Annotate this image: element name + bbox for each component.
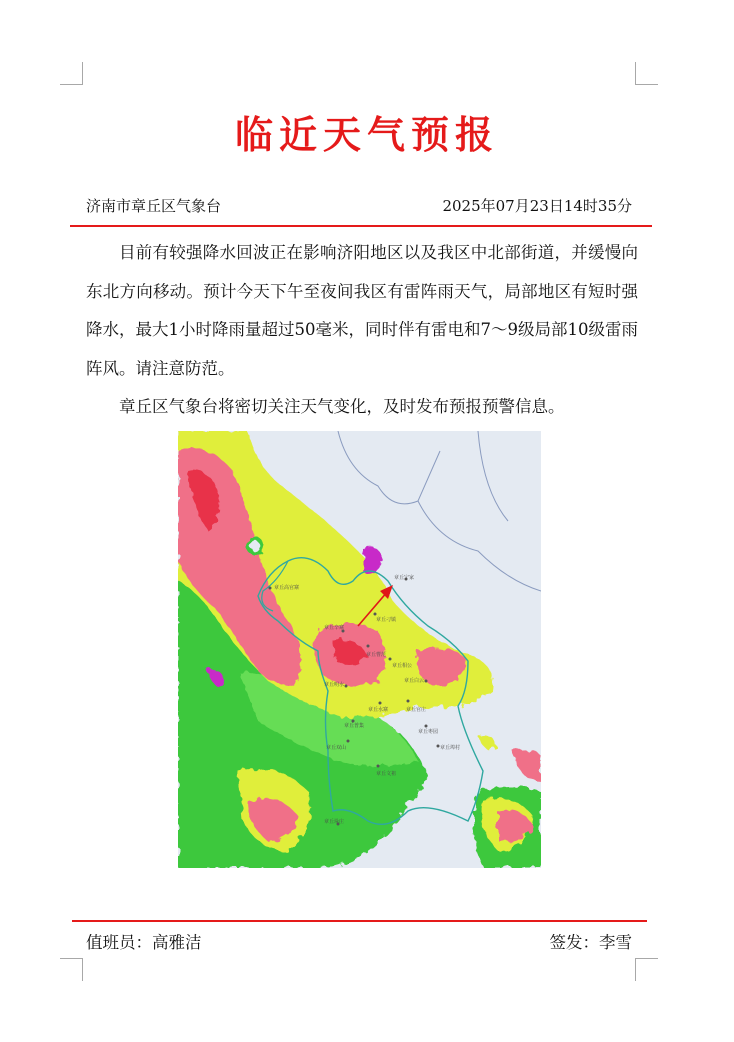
place-label: 章丘普集 — [344, 723, 365, 729]
place-label: 章丘相公 — [392, 663, 413, 669]
place-label: 章丘双山 — [326, 745, 347, 751]
footer — [86, 929, 632, 953]
place-label: 章丘高官寨 — [274, 585, 300, 591]
place-label: 章丘官庄 — [406, 707, 427, 713]
crop-mark-bottom-right — [635, 958, 658, 981]
issue-info — [86, 195, 632, 216]
place-label: 章丘文祖 — [376, 771, 397, 777]
place-label: 章丘垛庄 — [324, 819, 345, 825]
crop-mark-bottom-left — [60, 958, 83, 981]
place-label: 章丘曹范 — [366, 652, 387, 658]
signer: 签发：李雪 — [549, 933, 632, 952]
place-label: 章丘水寨 — [368, 707, 389, 713]
document-title: 临近天气预报 — [234, 112, 499, 157]
place-label: 章丘宁家 — [394, 575, 415, 581]
crop-mark-top-right — [635, 62, 658, 85]
forecast-paragraph-1: 目前有较强降水回波正在影响济阳地区以及我区中北部街道，并缓慢向东北方向移动。预计今天下午至夜间我区有雷阵雨天气，局部地区有短时强降水，最大1小时降雨量超过50毫米，同时伴有雷电和7～9级局部10级雷雨阵风。请注意防范。 — [86, 243, 638, 378]
duty-officer: 值班员：高雅洁 — [86, 933, 202, 952]
issue-time: 2025年07月23日14时35分 — [442, 197, 632, 215]
footer-rule — [72, 920, 647, 922]
place-label: 章丘明水 — [324, 682, 345, 688]
place-label: 章丘辛寨 — [324, 625, 345, 631]
place-label: 章丘刁镇 — [376, 617, 397, 623]
header-rule — [70, 225, 652, 227]
place-label: 章丘埠村 — [440, 745, 461, 751]
crop-mark-top-left — [60, 62, 83, 85]
issuer: 济南市章丘区气象台 — [86, 197, 222, 215]
radar-map — [178, 431, 541, 868]
forecast-body — [86, 234, 638, 427]
forecast-paragraph-2: 章丘区气象台将密切关注天气变化，及时发布预报预警信息。 — [119, 397, 565, 416]
place-label: 章丘枣园 — [418, 729, 439, 735]
place-label: 章丘白云 — [404, 678, 425, 684]
